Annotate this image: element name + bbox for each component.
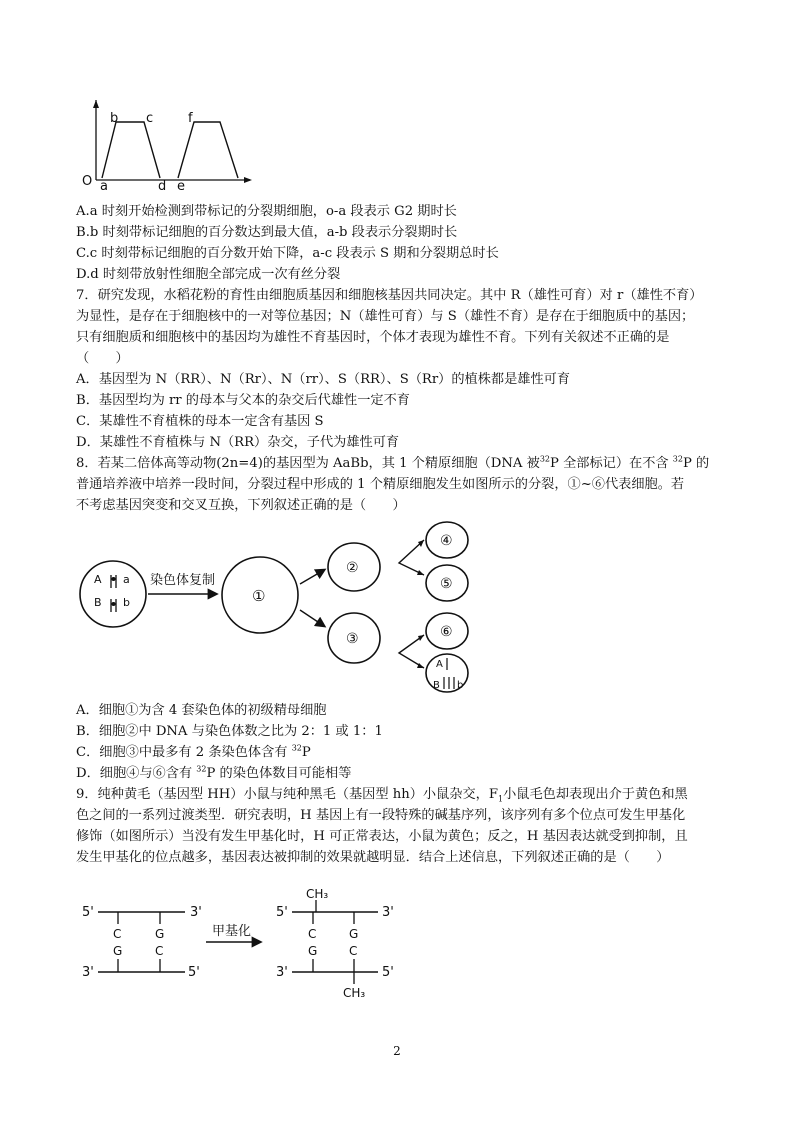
q9-stem-line2: 色之间的一系列过渡类型．研究表明，H 基因上有一段特殊的碱基序列，该序列有多个位点可发生甲基化 <box>76 808 686 823</box>
q9-stem-part-b: 小鼠毛色却表现出介于黄色和黑 <box>503 787 688 802</box>
q6-option-b: B.b 时刻带标记细胞的百分数达到最大值，a-b 段表示分裂期时长 <box>76 225 458 240</box>
q8-stem-part-c: P 的 <box>682 456 710 471</box>
methyl-bottom: CH₃ <box>343 986 366 1000</box>
cell-6-label: ⑥ <box>440 624 453 640</box>
labeled-cells-graph <box>80 100 260 195</box>
left-top-5prime: 5' <box>82 905 94 920</box>
q7-option-c: C．某雄性不育植株的母本一定含有基因 S <box>76 414 324 429</box>
isotope-sup-1: 32 <box>539 454 551 464</box>
q8-option-d <box>76 764 351 784</box>
q6-option-c: C.c 时刻带标记细胞的百分数开始下降，a-c 段表示 S 期和分裂期总时长 <box>76 246 499 261</box>
q7-stem-line3: 只有细胞质和细胞核中的基因均为雄性不育基因时，个体才表现为雄性不育。下列有关叙述不正确的是 <box>76 330 670 345</box>
left-top-3prime: 3' <box>190 905 202 920</box>
left-base-g2: G <box>113 944 123 958</box>
isotope-sup-3: 32 <box>291 743 302 753</box>
replication-arrow-label: 染色体复制 <box>150 573 216 588</box>
gene-B-label: B <box>94 596 102 609</box>
parent-cell <box>80 561 146 627</box>
q8-stem-part-b: P 全部标记）在不含 <box>550 456 669 471</box>
q7-stem-line1: 7．研究发现，水稻花粉的育性由细胞质基因和细胞核基因共同决定。其中 R（雄性可育）对 r（雄性不育） <box>76 288 703 303</box>
q8-stem-line3: 不考虑基因突变和交叉互换，下列叙述正确的是（ ） <box>76 498 406 513</box>
meiosis-diagram <box>76 520 496 700</box>
cell-7-gene-B: B <box>433 680 440 691</box>
right-top-5prime: 5' <box>276 905 288 920</box>
q7-option-b: B．基因型均为 rr 的母本与父本的杂交后代雄性一定不育 <box>76 393 410 408</box>
q9-stem-line1 <box>76 785 688 805</box>
graph-label-b: b <box>110 111 119 126</box>
gene-A-label: A <box>94 573 102 586</box>
left-base-c2: C <box>155 944 164 958</box>
f1-sub: 1 <box>497 794 504 804</box>
graph-label-f: f <box>188 111 193 126</box>
methyl-top: CH₃ <box>306 887 329 901</box>
gene-a-label: a <box>123 573 130 586</box>
q9-stem-line4: 发生甲基化的位点越多，基因表达被抑制的效果就越明显．结合上述信息，下列叙述正确的是（ ） <box>76 850 670 865</box>
methylation-diagram <box>80 880 410 1005</box>
graph-origin-label: O <box>82 174 93 189</box>
cell-4-label: ④ <box>440 533 453 549</box>
cell-7-gene-b: b <box>457 680 464 691</box>
q7-option-d: D．某雄性不育植株与 N（RR）杂交，子代为雄性可育 <box>76 435 400 450</box>
graph-label-d: d <box>158 179 167 194</box>
q7-stem-line2: 为显性，是存在于细胞核中的一对等位基因；N（雄性可育）与 S（雄性不育）是存在于细胞质中的基因； <box>76 309 695 324</box>
isotope-sup-4: 32 <box>196 764 207 774</box>
methylation-arrow-label: 甲基化 <box>212 924 252 939</box>
q9-stem-line3: 修饰（如图所示）当没有发生甲基化时，H 可正常表达，小鼠为黄色；反之，H 基因表达就受到抑制，且 <box>76 829 688 844</box>
q7-stem-line4: （ ） <box>76 351 129 366</box>
left-base-g1: G <box>155 927 165 941</box>
cell-7-gene-A: A <box>436 659 443 670</box>
q9-stem-part-a: 9．纯种黄毛（基因型 HH）小鼠与纯种黑毛（基因型 hh）小鼠杂交，F <box>76 787 498 802</box>
right-base-c2: C <box>349 944 358 958</box>
q8-option-d-text: D．细胞④与⑥含有 <box>76 766 193 781</box>
left-bottom-5prime: 5' <box>188 965 200 980</box>
cell-2-label: ② <box>346 560 359 576</box>
q8-stem-line2: 普通培养液中培养一段时间，分裂过程中形成的 1 个精原细胞发生如图所示的分裂，①~⑥代表细胞。若 <box>76 477 685 492</box>
right-bottom-5prime: 5' <box>382 965 394 980</box>
left-base-c1: C <box>113 927 122 941</box>
right-top-3prime: 3' <box>382 905 394 920</box>
q8-option-d-tail: P 的染色体数目可能相等 <box>206 766 352 781</box>
q7-option-a: A．基因型为 N（RR）、N（Rr）、N（rr）、S（RR）、S（Rr）的植株都是雄性可育 <box>76 372 571 387</box>
q8-option-a: A．细胞①为含 4 套染色体的初级精母细胞 <box>76 703 327 718</box>
q8-option-c <box>76 743 311 763</box>
left-bottom-3prime: 3' <box>82 965 94 980</box>
q8-stem-part-a: 8．若某二倍体高等动物(2n=4)的基因型为 AaBb，其 1 个精原细胞（DNA 被 <box>76 456 540 471</box>
cell-1-label: ① <box>252 587 266 605</box>
page-number: 2 <box>393 1044 401 1058</box>
cell-5-label: ⑤ <box>440 576 453 592</box>
q8-option-c-text: C．细胞③中最多有 2 条染色体含有 <box>76 745 288 760</box>
gene-b-label: b <box>123 596 130 609</box>
q6-option-a: A.a 时刻开始检测到带标记的分裂期细胞，o-a 段表示 G2 期时长 <box>76 204 457 219</box>
cell-3-label: ③ <box>346 631 359 647</box>
right-base-c1: C <box>308 927 317 941</box>
graph-label-c: c <box>146 111 154 126</box>
right-base-g1: G <box>349 927 359 941</box>
q8-stem-line1 <box>76 454 709 474</box>
graph-label-a: a <box>100 179 108 194</box>
isotope-sup-2: 32 <box>672 454 683 464</box>
q8-option-b: B．细胞②中 DNA 与染色体数之比为 2：1 或 1：1 <box>76 724 383 739</box>
right-base-g2: G <box>308 944 318 958</box>
q8-option-c-tail: P <box>301 745 311 760</box>
right-bottom-3prime: 3' <box>276 965 288 980</box>
q6-option-d: D.d 时刻带放射性细胞全部完成一次有丝分裂 <box>76 267 341 282</box>
graph-label-e: e <box>177 179 185 194</box>
